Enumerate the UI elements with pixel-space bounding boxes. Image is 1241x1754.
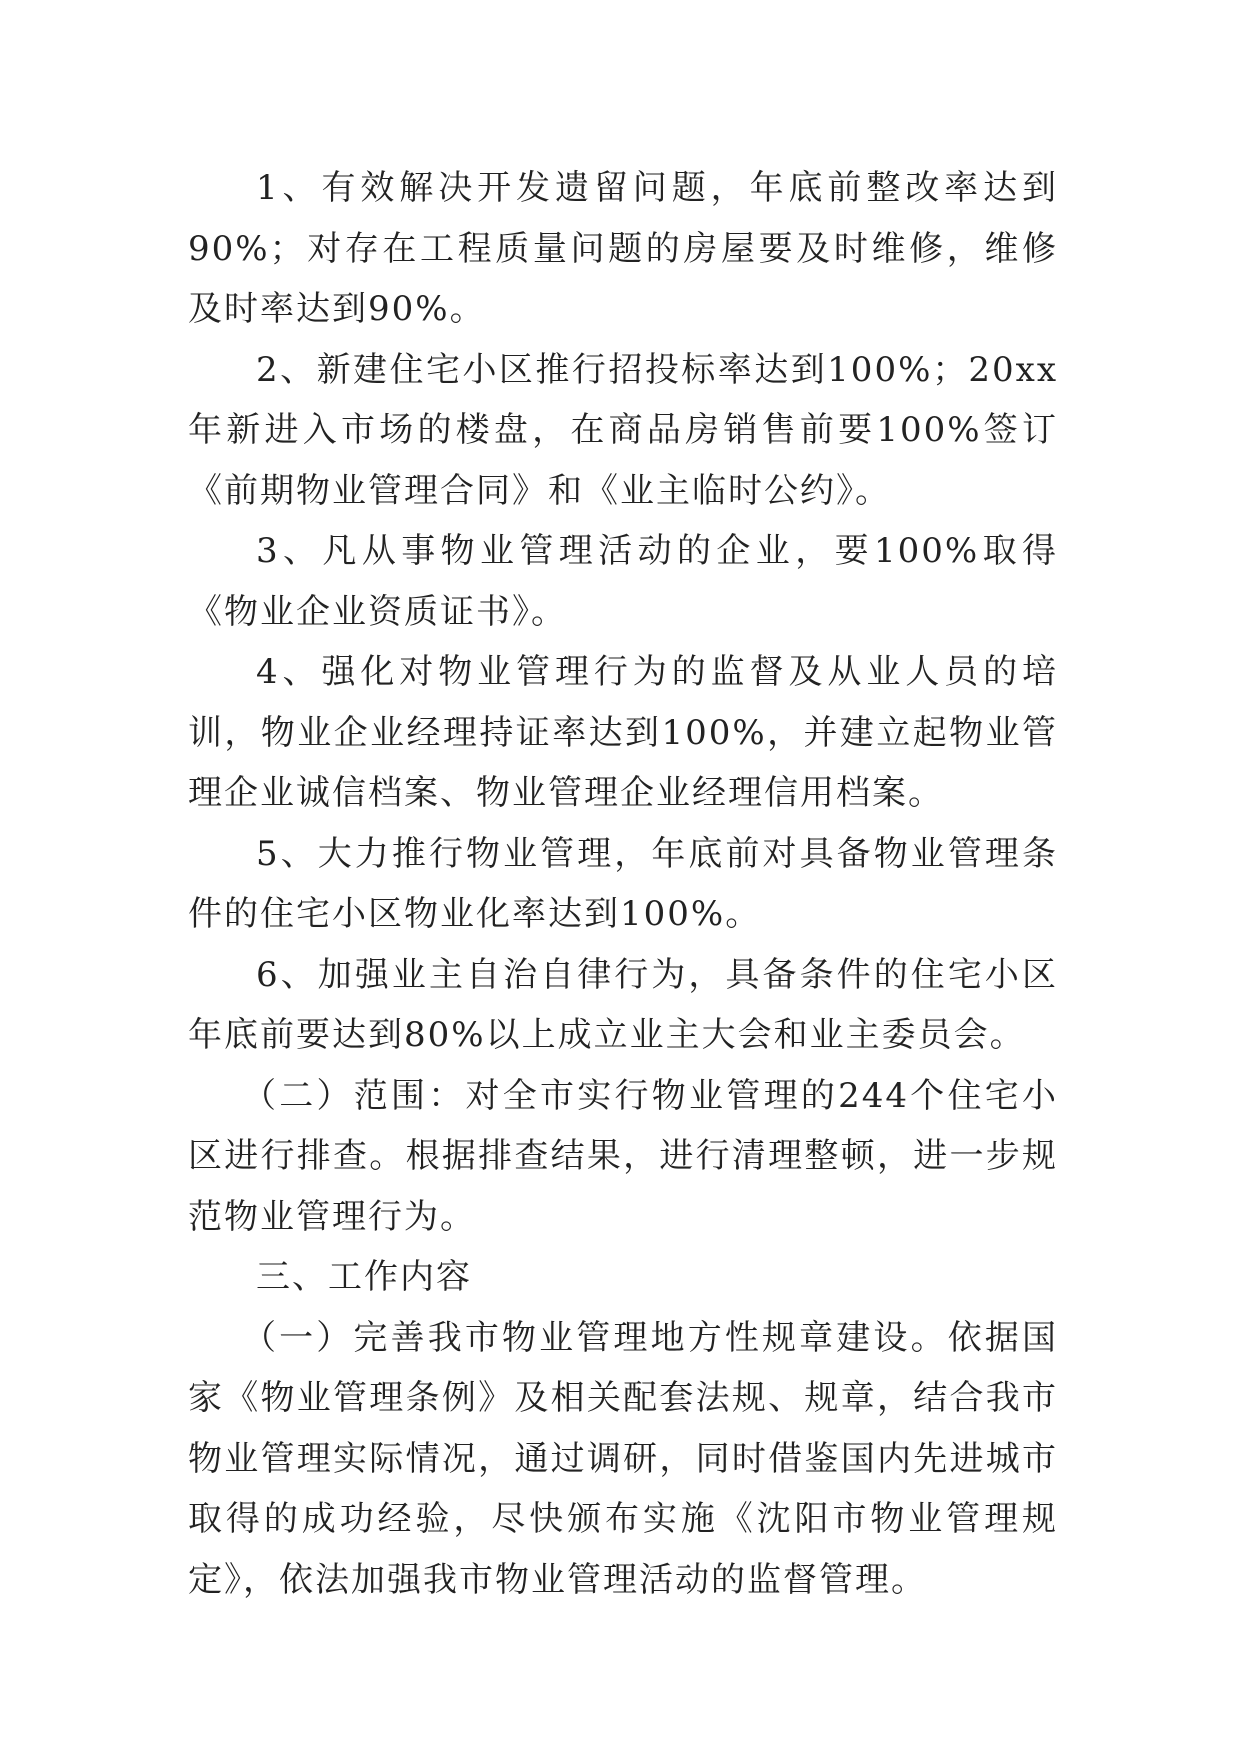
- paragraph-work-content-1: （一）完善我市物业管理地方性规章建设。依据国家《物业管理条例》及相关配套法规、规章，结合我市物业管理实际情况，通过调研，同时借鉴国内先进城市取得的成功经验，尽快颁布实施《沈阳市物业管理规定》，依法加强我市物业管理活动的监督管理。: [188, 1317, 1058, 1600]
- paragraph-item-4: 4、强化对物业管理行为的监督及从业人员的培训，物业企业经理持证率达到100%，并建立起物业管理企业诚信档案、物业管理企业经理信用档案。: [188, 652, 1058, 813]
- paragraph-item-3: 3、凡从事物业管理活动的企业，要100%取得《物业企业资质证书》。: [188, 531, 1058, 632]
- section-heading: 三、工作内容: [256, 1257, 472, 1297]
- paragraph-item-2: 2、新建住宅小区推行招投标率达到100%；20xx年新进入市场的楼盘，在商品房销售前要100%签订《前期物业管理合同》和《业主临时公约》。: [188, 349, 1058, 511]
- paragraph-item-6: 6、加强业主自治自律行为，具备条件的住宅小区年底前要达到80%以上成立业主大会和业主委员会。: [188, 954, 1058, 1055]
- paragraph-item-5: 5、大力推行物业管理，年底前对具备物业管理条件的住宅小区物业化率达到100%。: [188, 833, 1058, 934]
- paragraph-item-1: 1、有效解决开发遗留问题，年底前整改率达到90%；对存在工程质量问题的房屋要及时维修，维修及时率达到90%。: [188, 168, 1058, 329]
- paragraph-scope: （二）范围：对全市实行物业管理的244个住宅小区进行排查。根据排查结果，进行清理整顿，进一步规范物业管理行为。: [188, 1075, 1058, 1237]
- document-body: [188, 158, 1058, 1610]
